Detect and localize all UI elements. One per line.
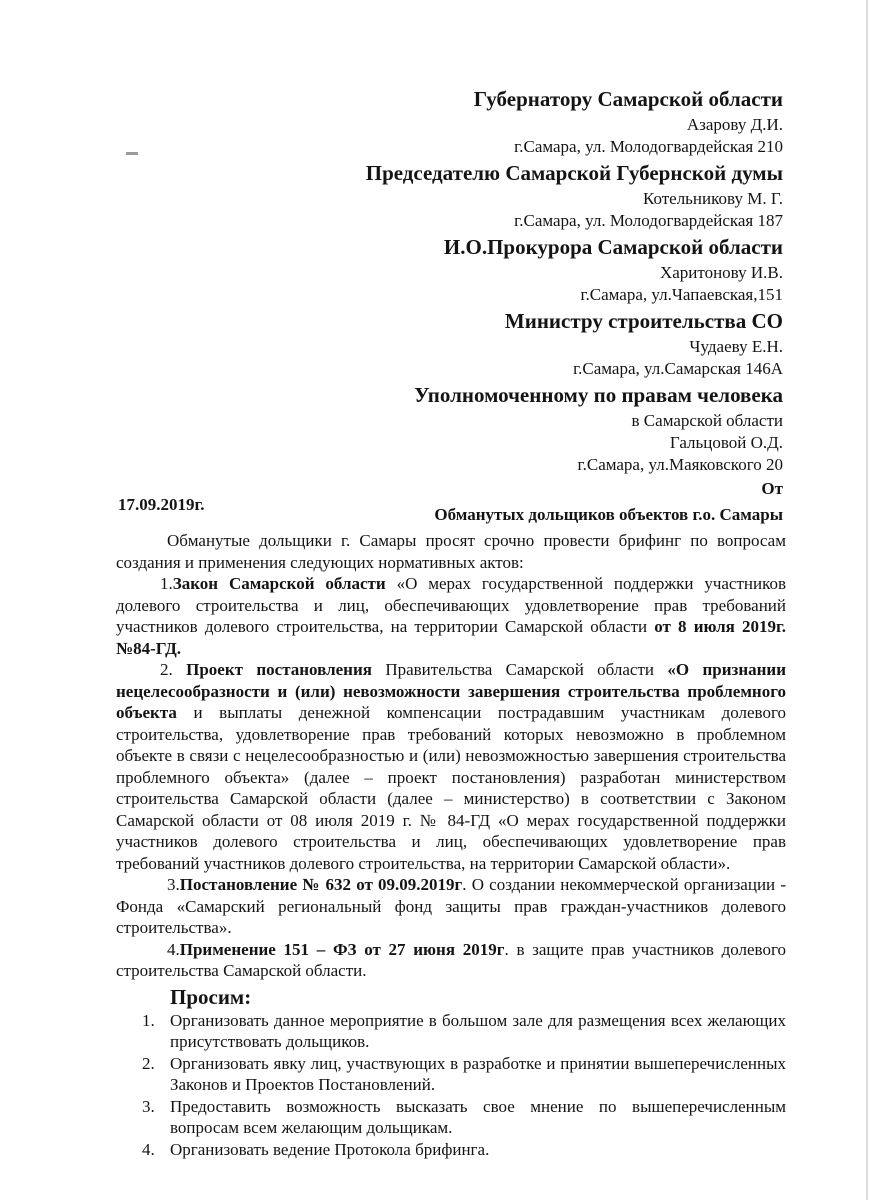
scan-mark <box>126 152 138 155</box>
act-4-number: 4. <box>167 939 180 959</box>
act-4-text: . в защите прав участников долевого строительства Самарской области. <box>116 939 786 980</box>
request-heading: Просим: <box>170 984 252 1009</box>
request-item-text: Организовать ведение Протокола брифинга. <box>170 1139 490 1159</box>
act-1-name: Закон Самарской области <box>172 574 386 593</box>
request-item <box>142 1096 786 1139</box>
addressee-block <box>183 84 783 528</box>
act-2-number: 2. <box>160 660 187 679</box>
act-1-text: «О мерах государственной поддержки участников долевого строительства и лиц, обеспечивающих удовлетворение прав требований участников долевого строительства, на территории Самарской области <box>116 574 787 636</box>
act-2-name: Проект постановления <box>186 660 372 679</box>
intro-paragraph: Обманутые дольщики г. Самары просят срочно провести брифинг по вопросам создания и применения следующих нормативных актов: <box>116 531 786 572</box>
recipient-5-title: Уполномоченному по правам человека <box>414 383 783 407</box>
recipient-3-name: Харитонову И.В. <box>659 263 783 282</box>
recipient-4-name: Чудаеву Е.Н. <box>689 337 783 356</box>
recipient-5-name: Гальцовой О.Д. <box>669 433 783 452</box>
act-4 <box>116 939 786 982</box>
recipient-1-address: г.Самара, ул. Молодогвардейская 210 <box>514 137 783 156</box>
document-date: 17.09.2019г. <box>118 495 205 514</box>
recipient-4-address: г.Самара, ул.Самарская 146А <box>573 359 783 378</box>
request-list <box>116 1010 786 1161</box>
act-1 <box>116 573 786 659</box>
act-3-name: Постановление № 632 от 09.09.2019г <box>179 875 463 894</box>
act-1-number: 1. <box>160 574 173 593</box>
request-item-number: 2. <box>142 1053 155 1073</box>
act-2-title: «О признании нецелесообразности и (или) невозможности завершения строительства проблемного объекта <box>116 660 787 722</box>
request-item <box>142 1010 786 1053</box>
recipient-2-name: Котельникову М. Г. <box>642 189 783 208</box>
sender: Обманутых дольщиков объектов г.о. Самары <box>434 505 783 524</box>
act-3-number: 3. <box>167 875 180 894</box>
request-item <box>142 1053 786 1096</box>
request-item-number: 3. <box>142 1096 155 1116</box>
from-label: От <box>761 479 783 498</box>
recipient-2-address: г.Самара, ул. Молодогвардейская 187 <box>514 211 783 230</box>
recipient-3-title: И.О.Прокурора Самарской области <box>443 235 783 259</box>
request-item-text: Предоставить возможность высказать свое мнение по вышеперечисленным вопросам всем желающим дольщикам. <box>170 1096 786 1137</box>
act-2-text: и выплаты денежной компенсации пострадавшим участникам долевого строительства, удовлетворение прав требований которых невозможно в проблемном объекте в связи с нецелесообразностью и (или) невозможностью завершения строительства проблемного объекта» (далее – проект постановления) разработан министерством строительства Самарской области (далее – министерство) в соответствии с Законом Самарской области от 08 июля 2019 г. № 84-ГД «О мерах государственной поддержки участников долевого строительства и лиц, обеспечивающих удовлетворение прав требований участников долевого строительства, на территории Самарской области». <box>116 703 786 873</box>
request-item <box>142 1139 786 1161</box>
recipient-5-subtitle: в Самарской области <box>631 411 783 430</box>
act-2-issuer: Правительства Самарской области <box>371 660 668 679</box>
act-3 <box>116 874 786 939</box>
request-item-text: Организовать данное мероприятие в большом зале для размещения всех желающих присутствовать дольщиков. <box>170 1010 786 1051</box>
recipient-1-title: Губернатору Самарской области <box>473 87 783 111</box>
recipient-2-title: Председателю Самарской Губернской думы <box>365 161 783 185</box>
request-item-number: 4. <box>142 1139 155 1159</box>
request-item-number: 1. <box>142 1010 155 1030</box>
act-1-date: от 8 июля 2019г. №84-ГД. <box>116 617 787 658</box>
act-3-text: . О создании некоммерческой организации - Фонда «Самарский региональный фонд защиты прав граждан-участников долевого строительства». <box>116 875 786 937</box>
recipient-1-name: Азарову Д.И. <box>686 115 783 134</box>
letter-body <box>116 530 786 1160</box>
act-4-name: Применение 151 – ФЗ от 27 июня 2019г <box>179 939 505 959</box>
recipient-3-address: г.Самара, ул.Чапаевская,151 <box>580 285 783 304</box>
recipient-4-title: Министру строительства СО <box>504 309 783 333</box>
recipient-5-address: г.Самара, ул.Маяковского 20 <box>577 455 783 474</box>
request-item-text: Организовать явку лиц, участвующих в разработке и принятии вышеперечисленных Законов и Проектов Постановлений. <box>170 1053 786 1094</box>
act-2 <box>116 659 786 874</box>
scan-edge <box>866 0 868 1200</box>
